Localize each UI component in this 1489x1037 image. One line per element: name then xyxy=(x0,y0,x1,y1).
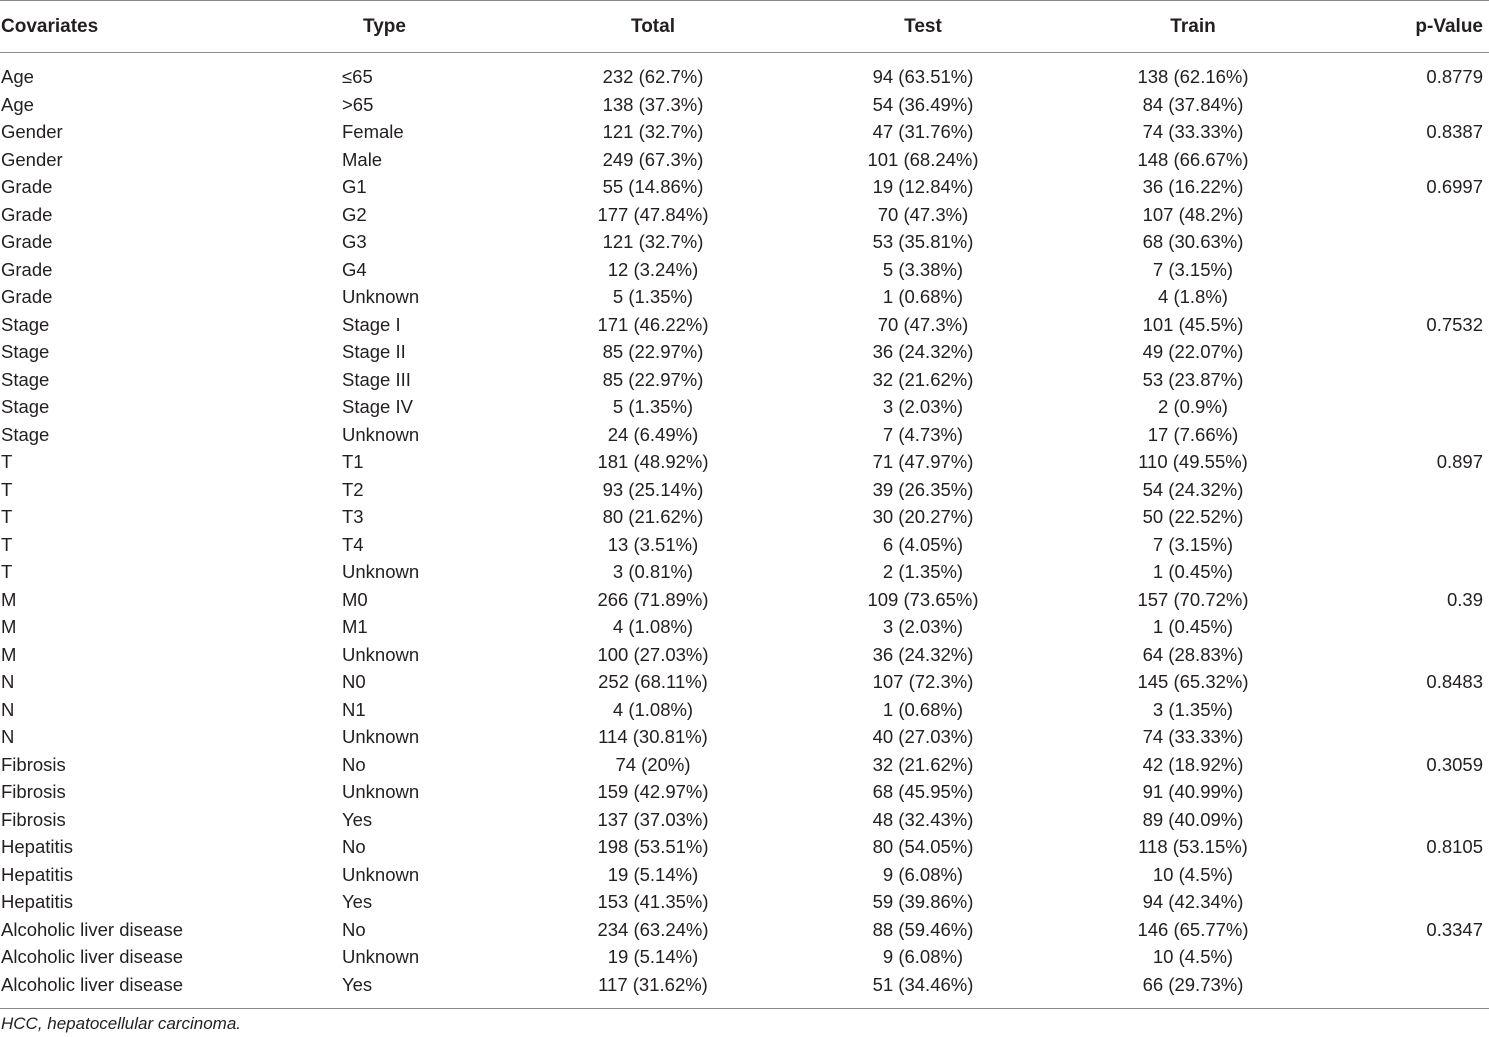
cell-train: 7 (3.15%) xyxy=(1152,533,1234,555)
cell-type: G1 xyxy=(342,176,367,197)
cell-test: 36 (24.32%) xyxy=(872,643,974,665)
cell-total: 12 (3.24%) xyxy=(607,258,699,280)
cell-type: T2 xyxy=(342,478,364,500)
cell-covariate: T xyxy=(1,533,13,555)
cell-total: 100 (27.03%) xyxy=(597,643,709,665)
cell-covariate: Fibrosis xyxy=(1,808,66,830)
cell-covariate: Age xyxy=(1,66,34,87)
cell-test: 70 (47.3%) xyxy=(877,313,969,335)
cell-test: 68 (45.95%) xyxy=(872,781,974,802)
cell-train: 89 (40.09%) xyxy=(1142,808,1244,830)
cell-covariate: M xyxy=(1,588,17,610)
cell-type: G3 xyxy=(342,231,367,252)
cell-train: 94 (42.34%) xyxy=(1142,891,1244,912)
cell-test: 70 (47.3%) xyxy=(877,203,969,225)
cell-p-value xyxy=(1323,366,1489,394)
cell-covariate: Hepatitis xyxy=(1,836,73,857)
cell-train: 66 (29.73%) xyxy=(1142,973,1244,995)
cell-covariate: T xyxy=(1,478,13,500)
cell-covariate: Stage xyxy=(1,313,50,335)
cell-test: 3 (2.03%) xyxy=(882,396,964,417)
table-row xyxy=(0,256,1489,284)
header-test: Test xyxy=(783,1,1063,53)
cell-type: ≤65 xyxy=(342,66,373,87)
cell-covariate: N xyxy=(1,698,15,720)
cell-covariate: Stage xyxy=(1,341,50,362)
header-p-value: p-Value xyxy=(1323,1,1489,53)
cell-covariate: Grade xyxy=(1,286,53,307)
cell-covariate: Stage xyxy=(1,368,50,390)
cell-train: 1 (0.45%) xyxy=(1152,616,1234,637)
cell-type: Female xyxy=(342,121,404,142)
table-row xyxy=(0,586,1489,614)
table-row xyxy=(0,476,1489,504)
cell-covariate: Hepatitis xyxy=(1,891,73,912)
cell-covariate: Stage xyxy=(1,396,50,417)
cell-type: Unknown xyxy=(342,726,420,747)
cell-p-value xyxy=(1323,971,1489,1009)
cell-total: 80 (21.62%) xyxy=(602,506,704,527)
cell-covariate: N xyxy=(1,671,15,692)
cell-type: G4 xyxy=(342,258,367,280)
header-type: Type xyxy=(341,1,523,53)
table-row xyxy=(0,118,1489,146)
cell-covariate: Grade xyxy=(1,231,53,252)
cell-type: Yes xyxy=(342,891,373,912)
table-row xyxy=(0,531,1489,559)
cell-train: 145 (65.32%) xyxy=(1137,671,1249,692)
cell-total: 181 (48.92%) xyxy=(597,451,709,472)
table-row xyxy=(0,723,1489,751)
cell-covariate: Alcoholic liver disease xyxy=(1,973,184,995)
cell-total: 266 (71.89%) xyxy=(597,588,709,610)
table-row xyxy=(0,338,1489,366)
cell-p-value xyxy=(1323,201,1489,229)
cell-type: Stage III xyxy=(342,368,411,390)
table-row xyxy=(0,916,1489,944)
cell-test: 6 (4.05%) xyxy=(882,533,964,555)
cell-p-value: 0.897 xyxy=(1436,451,1483,472)
cell-total: 153 (41.35%) xyxy=(597,891,709,912)
cell-total: 85 (22.97%) xyxy=(602,368,704,390)
cell-type: G2 xyxy=(342,203,367,225)
cell-total: 232 (62.7%) xyxy=(602,66,704,87)
table-row xyxy=(0,421,1489,449)
cell-type: >65 xyxy=(342,93,374,115)
cell-test: 7 (4.73%) xyxy=(882,423,964,445)
cell-train: 50 (22.52%) xyxy=(1142,506,1244,527)
cell-type: Unknown xyxy=(342,863,420,885)
cell-covariate: Hepatitis xyxy=(1,863,73,885)
table-bottom-rule xyxy=(0,1009,1489,1010)
cell-covariate: Gender xyxy=(1,148,63,170)
cell-train: 7 (3.15%) xyxy=(1152,258,1234,280)
cell-total: 74 (20%) xyxy=(615,753,691,775)
cell-type: Unknown xyxy=(342,423,420,445)
cell-p-value xyxy=(1323,283,1489,311)
cell-total: 19 (5.14%) xyxy=(607,946,699,967)
cell-covariate: N xyxy=(1,726,15,747)
cell-type: Yes xyxy=(342,973,373,995)
cell-train: 4 (1.8%) xyxy=(1158,286,1228,307)
table-row xyxy=(0,806,1489,834)
cell-type: Yes xyxy=(342,808,373,830)
cell-type: Unknown xyxy=(342,286,420,307)
cell-covariate: Grade xyxy=(1,176,53,197)
cell-total: 19 (5.14%) xyxy=(607,863,699,885)
cell-type: T1 xyxy=(342,451,364,472)
cell-p-value xyxy=(1323,146,1489,174)
table-row xyxy=(0,201,1489,229)
cell-type: Unknown xyxy=(342,946,420,967)
cell-total: 4 (1.08%) xyxy=(612,698,694,720)
cell-train: 53 (23.87%) xyxy=(1142,368,1244,390)
cell-type: M1 xyxy=(342,616,368,637)
cell-test: 80 (54.05%) xyxy=(872,836,974,857)
cell-p-value xyxy=(1323,476,1489,504)
table-row xyxy=(0,696,1489,724)
cell-train: 64 (28.83%) xyxy=(1142,643,1244,665)
table-row xyxy=(0,173,1489,201)
cell-test: 32 (21.62%) xyxy=(872,368,974,390)
cell-type: Stage IV xyxy=(342,396,413,417)
table-row xyxy=(0,53,1489,91)
cell-p-value xyxy=(1323,696,1489,724)
cell-total: 121 (32.7%) xyxy=(602,121,704,142)
cell-p-value: 0.3347 xyxy=(1426,918,1483,940)
cell-test: 109 (73.65%) xyxy=(867,588,979,610)
table-row xyxy=(0,613,1489,641)
table-row xyxy=(0,503,1489,531)
cell-covariate: Fibrosis xyxy=(1,781,66,802)
table-footnote: HCC, hepatocellular carcinoma. xyxy=(1,1014,241,1033)
table-row xyxy=(0,943,1489,971)
cell-total: 171 (46.22%) xyxy=(597,313,709,335)
cell-test: 9 (6.08%) xyxy=(882,863,964,885)
cell-train: 148 (66.67%) xyxy=(1137,148,1249,170)
table-row xyxy=(0,778,1489,806)
cell-p-value xyxy=(1323,723,1489,751)
table-row xyxy=(0,751,1489,779)
cell-total: 85 (22.97%) xyxy=(602,341,704,362)
cell-p-value: 0.7532 xyxy=(1426,313,1483,335)
cell-p-value xyxy=(1323,503,1489,531)
cell-test: 30 (20.27%) xyxy=(872,506,974,527)
cell-type: T4 xyxy=(342,533,364,555)
cell-total: 3 (0.81%) xyxy=(612,561,694,582)
cell-test: 36 (24.32%) xyxy=(872,341,974,362)
cell-train: 107 (48.2%) xyxy=(1142,203,1244,225)
table-row xyxy=(0,91,1489,119)
cell-total: 5 (1.35%) xyxy=(612,396,694,417)
cell-covariate: Age xyxy=(1,93,34,115)
header-train: Train xyxy=(1063,1,1323,53)
cell-total: 198 (53.51%) xyxy=(597,836,709,857)
cell-total: 5 (1.35%) xyxy=(612,286,694,307)
cell-p-value xyxy=(1323,943,1489,971)
cell-total: 252 (68.11%) xyxy=(598,671,708,692)
cell-test: 107 (72.3%) xyxy=(872,671,974,692)
cell-train: 1 (0.45%) xyxy=(1152,561,1234,582)
cell-test: 32 (21.62%) xyxy=(872,753,974,775)
cell-p-value: 0.8483 xyxy=(1426,671,1483,692)
cell-train: 10 (4.5%) xyxy=(1152,946,1234,967)
cell-p-value xyxy=(1323,228,1489,256)
cell-train: 10 (4.5%) xyxy=(1152,863,1234,885)
table-row xyxy=(0,448,1489,476)
cell-p-value xyxy=(1323,393,1489,421)
cell-covariate: T xyxy=(1,561,13,582)
cell-p-value xyxy=(1323,613,1489,641)
cell-covariate: Gender xyxy=(1,121,63,142)
table-row xyxy=(0,393,1489,421)
cell-covariate: M xyxy=(1,643,17,665)
cell-train: 118 (53.15%) xyxy=(1138,836,1248,857)
header-covariates: Covariates xyxy=(0,1,341,53)
cell-total: 4 (1.08%) xyxy=(612,616,694,637)
cell-train: 74 (33.33%) xyxy=(1142,121,1244,142)
cell-train: 157 (70.72%) xyxy=(1137,588,1249,610)
cell-p-value xyxy=(1323,338,1489,366)
cell-test: 3 (2.03%) xyxy=(882,616,964,637)
cell-train: 36 (16.22%) xyxy=(1142,176,1244,197)
table-row xyxy=(0,833,1489,861)
table-row xyxy=(0,668,1489,696)
cell-test: 2 (1.35%) xyxy=(882,561,964,582)
cell-p-value xyxy=(1323,888,1489,916)
cell-test: 54 (36.49%) xyxy=(872,93,974,115)
cell-train: 146 (65.77%) xyxy=(1137,918,1249,940)
cell-p-value xyxy=(1323,806,1489,834)
cell-train: 3 (1.35%) xyxy=(1152,698,1234,720)
cell-p-value xyxy=(1323,531,1489,559)
cell-test: 9 (6.08%) xyxy=(882,946,964,967)
cell-type: No xyxy=(342,918,366,940)
cell-p-value: 0.8105 xyxy=(1426,836,1483,857)
cell-train: 54 (24.32%) xyxy=(1142,478,1244,500)
cell-covariate: Grade xyxy=(1,203,53,225)
cell-covariate: Stage xyxy=(1,423,50,445)
cell-covariate: T xyxy=(1,506,13,527)
cell-total: 13 (3.51%) xyxy=(607,533,699,555)
cell-p-value: 0.8779 xyxy=(1426,66,1483,87)
cell-test: 5 (3.38%) xyxy=(882,258,964,280)
cell-type: Unknown xyxy=(342,643,420,665)
cell-type: N1 xyxy=(342,698,366,720)
cell-p-value: 0.3059 xyxy=(1426,753,1483,775)
cell-type: Stage II xyxy=(342,341,406,362)
cell-covariate: M xyxy=(1,616,17,637)
cell-type: No xyxy=(342,753,366,775)
cell-type: Unknown xyxy=(342,781,420,802)
cell-test: 40 (27.03%) xyxy=(872,726,974,747)
cell-total: 117 (31.62%) xyxy=(598,973,708,995)
cell-test: 94 (63.51%) xyxy=(872,66,974,87)
cell-covariate: Alcoholic liver disease xyxy=(1,946,184,967)
cell-total: 121 (32.7%) xyxy=(602,231,704,252)
table-row xyxy=(0,146,1489,174)
table-row xyxy=(0,861,1489,889)
cell-test: 51 (34.46%) xyxy=(872,973,974,995)
cell-test: 59 (39.86%) xyxy=(872,891,974,912)
cell-type: M0 xyxy=(342,588,368,610)
cell-total: 234 (63.24%) xyxy=(597,918,709,940)
cell-covariate: Fibrosis xyxy=(1,753,66,775)
table-header xyxy=(0,1,1489,53)
cell-p-value xyxy=(1323,778,1489,806)
cell-test: 101 (68.24%) xyxy=(867,148,979,170)
table-row xyxy=(0,888,1489,916)
cell-test: 53 (35.81%) xyxy=(872,231,974,252)
cell-total: 93 (25.14%) xyxy=(602,478,704,500)
cell-test: 1 (0.68%) xyxy=(882,698,964,720)
table-row xyxy=(0,366,1489,394)
cell-p-value xyxy=(1323,861,1489,889)
cell-covariate: Grade xyxy=(1,258,53,280)
cell-total: 177 (47.84%) xyxy=(597,203,709,225)
cell-p-value xyxy=(1323,641,1489,669)
cell-total: 55 (14.86%) xyxy=(602,176,704,197)
cell-p-value xyxy=(1323,91,1489,119)
cell-train: 138 (62.16%) xyxy=(1137,66,1249,87)
header-row xyxy=(0,1,1489,53)
header-total: Total xyxy=(523,1,783,53)
cell-total: 138 (37.3%) xyxy=(602,93,704,115)
cell-p-value: 0.39 xyxy=(1446,588,1483,610)
table-row xyxy=(0,228,1489,256)
cell-covariate: Alcoholic liver disease xyxy=(1,918,184,940)
cell-test: 88 (59.46%) xyxy=(872,918,974,940)
cell-type: Unknown xyxy=(342,561,420,582)
cell-type: Stage I xyxy=(342,313,401,335)
cell-test: 71 (47.97%) xyxy=(872,451,974,472)
cell-total: 114 (30.81%) xyxy=(598,726,708,747)
table-body xyxy=(0,53,1489,1009)
cell-covariate: T xyxy=(1,451,13,472)
cell-total: 159 (42.97%) xyxy=(597,781,709,802)
cell-test: 39 (26.35%) xyxy=(872,478,974,500)
table-row xyxy=(0,283,1489,311)
cell-p-value xyxy=(1323,558,1489,586)
cell-p-value: 0.6997 xyxy=(1426,176,1483,197)
cell-type: N0 xyxy=(342,671,366,692)
cell-type: No xyxy=(342,836,366,857)
cell-p-value: 0.8387 xyxy=(1426,121,1483,142)
cell-total: 249 (67.3%) xyxy=(602,148,704,170)
cell-train: 74 (33.33%) xyxy=(1142,726,1244,747)
cell-train: 2 (0.9%) xyxy=(1158,396,1228,417)
cell-train: 42 (18.92%) xyxy=(1142,753,1244,775)
table-row xyxy=(0,311,1489,339)
cell-test: 19 (12.84%) xyxy=(872,176,974,197)
cell-test: 47 (31.76%) xyxy=(872,121,974,142)
cell-train: 84 (37.84%) xyxy=(1142,93,1244,115)
bottom-rule xyxy=(0,1009,1489,1010)
cell-type: Male xyxy=(342,148,383,170)
table-row xyxy=(0,641,1489,669)
table-row xyxy=(0,971,1489,1009)
table-row xyxy=(0,558,1489,586)
cell-total: 137 (37.03%) xyxy=(597,808,709,830)
cell-train: 49 (22.07%) xyxy=(1142,341,1244,362)
cell-p-value xyxy=(1323,256,1489,284)
cell-train: 101 (45.5%) xyxy=(1142,313,1244,335)
cell-train: 110 (49.55%) xyxy=(1138,451,1248,472)
cell-test: 48 (32.43%) xyxy=(872,808,974,830)
cell-train: 17 (7.66%) xyxy=(1147,423,1239,445)
cell-train: 68 (30.63%) xyxy=(1142,231,1244,252)
cell-total: 24 (6.49%) xyxy=(607,423,699,445)
cell-test: 1 (0.68%) xyxy=(882,286,964,307)
cell-type: T3 xyxy=(342,506,364,527)
cell-train: 91 (40.99%) xyxy=(1142,781,1244,802)
cell-p-value xyxy=(1323,421,1489,449)
